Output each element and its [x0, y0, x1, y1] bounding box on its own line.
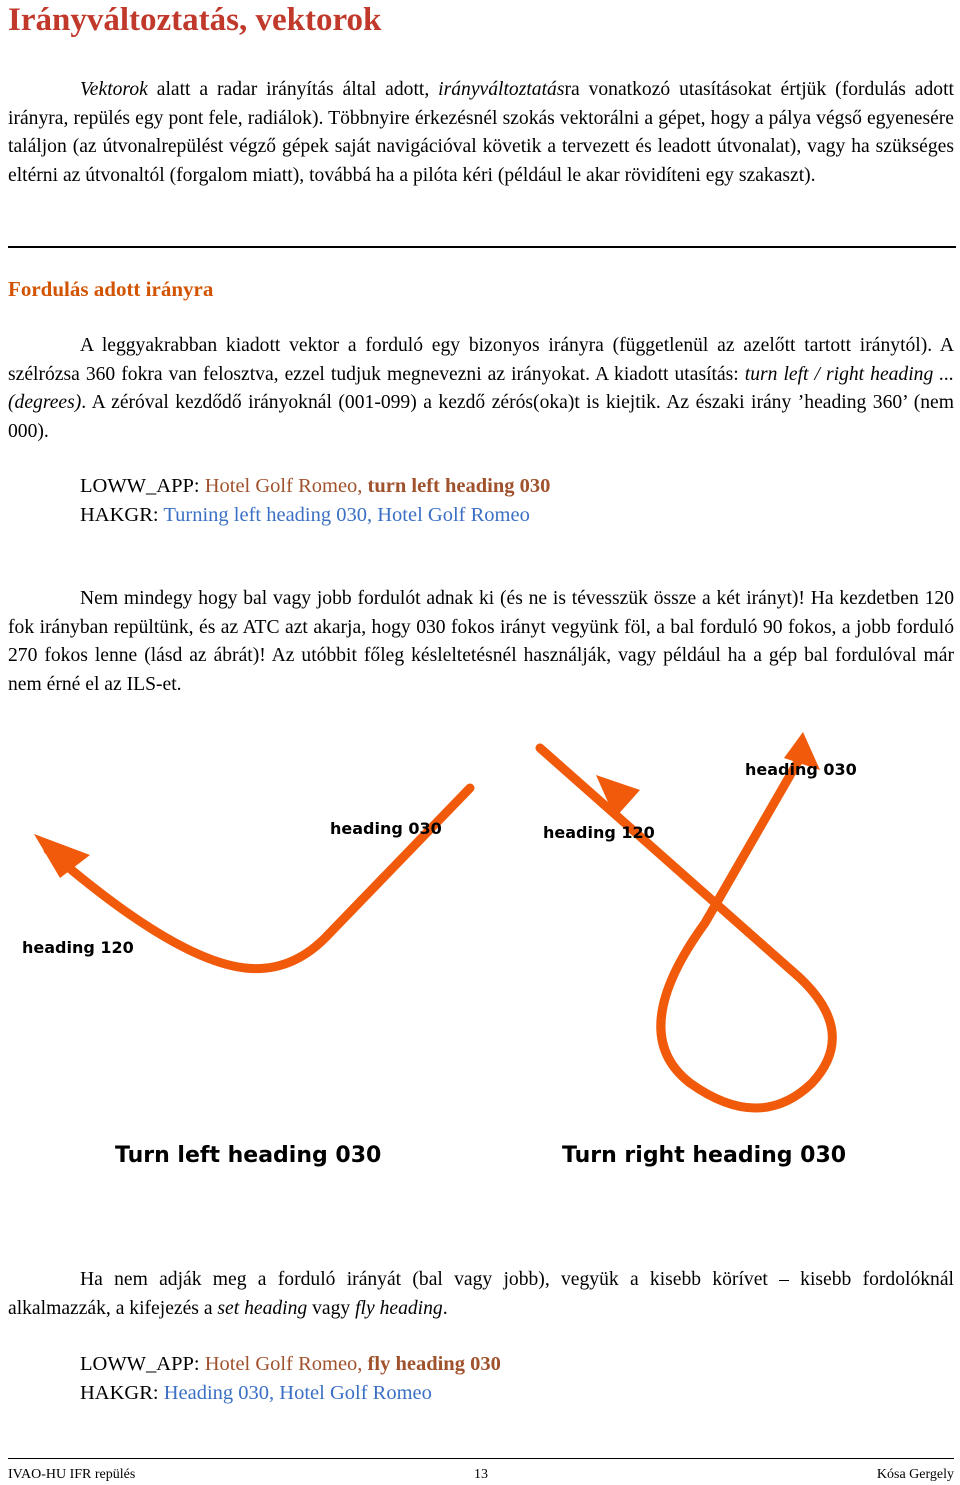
p3-text: Nem mindegy hogy bal vagy jobb fordulót adnak ki (és ne is tévesszük össze a két irányt)! Ha kezdetben 120 fok irányban repültünk, és az ATC azt akarja, hogy 030 fokos irányt vegyünk föl, a bal forduló 90 fokos, a jobb forduló 270 fokos lenne (lásd az ábrát)! Az utóbbit főleg késleltetésnél használják, vagy például ha a gép bal fordulóval már nem érné el az ILS-et. [8, 588, 954, 695]
paragraph-set-heading [8, 1266, 954, 1323]
atc-callsign: LOWW_APP: [80, 475, 205, 497]
p4-text-1: Ha nem adják meg a forduló irányát (bal vagy jobb), vegyük a kisebb körívet – kisebb fordolóknál alkalmazzák, a kifejezés a [8, 1269, 954, 1319]
page-footer [8, 1458, 954, 1481]
paragraph-turn-direction [8, 585, 954, 699]
command-phrase: turn left / right heading ... (degrees) [8, 363, 954, 413]
page-title: Irányváltoztatás, vektorok [8, 2, 382, 38]
dialog-1-pilot-line [80, 501, 550, 530]
right-start-label: heading 120 [543, 823, 655, 842]
turn-diagram [0, 728, 960, 1178]
right-end-label: heading 030 [745, 760, 857, 779]
dialog-1 [80, 472, 550, 529]
term-set-heading: set heading [217, 1297, 308, 1319]
p4-text-3: . [442, 1297, 448, 1319]
right-start-arrowhead [596, 775, 640, 818]
intro-text-2: ra vonatkozó utasításokat értjük (fordulás adott irányra, repülés egy pont fele, radiálok). Többnyire érkezésnél szokás vektorálni a gépet, hogy a pálya végső egyenesére találjon (az útvonalrepülést végző gépek saját navigációval követik a tervezett és leadott útvonalat), vagy ha szükséges eltérni az útvonaltól (forgalom miatt), továbbá ha a pilóta kéri (például le akar rövidíteni egy szakaszt). [8, 79, 954, 186]
dialog-2-pilot-line [80, 1379, 501, 1408]
atc-message: Hotel Golf Romeo, [204, 475, 368, 497]
term-vektorok: Vektorok [80, 79, 148, 100]
p4-text-2: vagy [307, 1297, 356, 1319]
pilot-message: Turning left heading 030, Hotel Golf Romeo [163, 503, 530, 526]
p2-text-1: A leggyakrabban kiadott vektor a forduló egy bizonyos irányra (függetlenül az azelőtt tartott iránytól). A szélrózsa 360 fokra van felosztva, ezzel tudjuk megnevezni az irányokat. A kiadott utasítás: [8, 335, 954, 385]
left-start-label: heading 120 [22, 938, 134, 957]
left-turn-arrowhead [34, 834, 90, 878]
term-fly-heading: fly heading [355, 1297, 443, 1319]
paragraph-heading-explanation [8, 332, 954, 446]
pilot-callsign: HAKGR: [80, 1381, 164, 1404]
section-title: Fordulás adott irányra [8, 277, 214, 301]
pilot-callsign: HAKGR: [80, 503, 164, 526]
dialog-2-atc-line [80, 1350, 501, 1379]
atc-message: Hotel Golf Romeo, [204, 1353, 368, 1375]
atc-command: fly heading 030 [367, 1353, 501, 1375]
p2-text-2: . A zéróval kezdődő irányoknál (001-099) a kezdő zérós(oka)t is kiejtik. Az északi irány ’heading 360’ (nem 000). [8, 392, 954, 442]
turn-diagram-svg [0, 728, 960, 1178]
intro-text-1: alatt a radar irányítás által adott, [147, 79, 439, 100]
footer-page-number: 13 [474, 1467, 488, 1482]
left-end-label: heading 030 [330, 819, 442, 838]
dialog-1-atc-line [80, 472, 550, 501]
intro-paragraph [8, 76, 954, 190]
footer-right: Kósa Gergely [876, 1467, 954, 1482]
right-caption: Turn right heading 030 [562, 1143, 847, 1168]
right-turn-path [540, 748, 832, 1108]
atc-command: turn left heading 030 [367, 475, 551, 497]
term-iranyvaltoztatas: irányváltoztatás [438, 79, 565, 100]
atc-callsign: LOWW_APP: [80, 1353, 205, 1375]
dialog-2 [80, 1350, 501, 1407]
left-caption: Turn left heading 030 [115, 1143, 382, 1168]
footer-left: IVAO-HU IFR repülés [8, 1467, 136, 1482]
section-divider [8, 246, 956, 248]
pilot-message: Heading 030, Hotel Golf Romeo [163, 1381, 432, 1404]
